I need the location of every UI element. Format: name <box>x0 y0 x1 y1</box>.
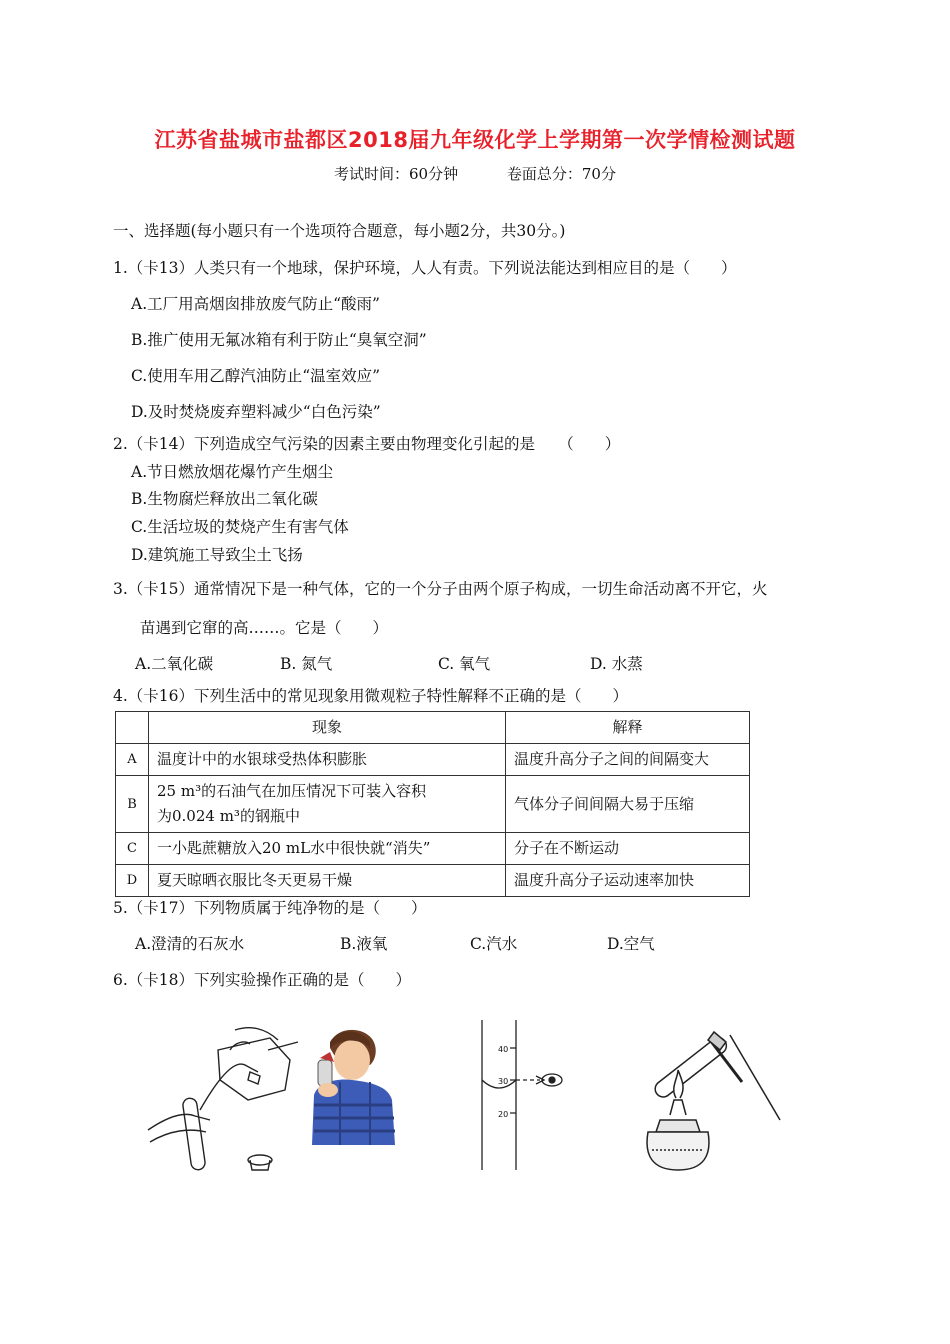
exam-time: 考试时间：60分钟 <box>334 165 459 183</box>
row-explanation: 温度升高分子运动速率加快 <box>506 865 750 897</box>
smelling-gas-figure <box>300 1020 410 1150</box>
q1-option-d: D.及时焚烧废弃塑料减少“白色污染” <box>131 403 381 421</box>
pouring-liquid-figure <box>140 1020 305 1180</box>
table-row <box>116 776 750 833</box>
row-explanation: 温度升高分子之间的间隔变大 <box>506 744 750 776</box>
q4-table <box>115 711 750 897</box>
q2-option-c: C.生活垃圾的焚烧产生有害气体 <box>131 518 349 536</box>
table-row <box>116 833 750 865</box>
exam-score: 卷面总分：70分 <box>506 165 616 183</box>
q2-stem: 2.（卡14）下列造成空气污染的因素主要由物理变化引起的是 （ ） <box>113 435 621 453</box>
row-key: B <box>116 776 149 833</box>
row-key: C <box>116 833 149 865</box>
heating-tube-figure <box>630 1020 790 1180</box>
q3-option-d: D. 水蒸 <box>590 655 643 673</box>
table-header-row <box>116 712 750 744</box>
col-explanation: 解释 <box>506 712 750 744</box>
q1-option-c: C.使用车用乙醇汽油防止“温室效应” <box>131 367 381 385</box>
q5-option-d: D.空气 <box>607 935 655 953</box>
q1-option-a: A.工厂用高烟囱排放废气防止“酸雨” <box>131 295 380 313</box>
row-phenomenon: 一小匙蔗糖放入20 mL水中很快就“消失” <box>149 833 506 865</box>
q2-option-a: A.节日燃放烟花爆竹产生烟尘 <box>131 463 334 481</box>
row-phenomenon-line2: 为0.024 m³的钢瓶中 <box>157 807 300 825</box>
q5-stem: 5.（卡17）下列物质属于纯净物的是（ ） <box>113 899 427 917</box>
q5-option-c: C.汽水 <box>470 935 518 953</box>
q3-stem-line2: 苗遇到它窜的高……。它是（ ） <box>140 619 389 637</box>
exam-meta <box>0 163 950 184</box>
q2-option-d: D.建筑施工导致尘土飞扬 <box>131 546 303 564</box>
q3-option-b: B. 氮气 <box>280 655 333 673</box>
q3-stem-line1: 3.（卡15）通常情况下是一种气体，它的一个分子由两个原子构成，一切生命活动离不开它，火 <box>113 580 768 598</box>
q1-option-b: B.推广使用无氟冰箱有利于防止“臭氧空洞” <box>131 331 427 349</box>
tick-label: 20 <box>498 1110 509 1119</box>
section-heading: 一、选择题(每小题只有一个选项符合题意，每小题2分，共30分。) <box>113 222 566 240</box>
table-row <box>116 744 750 776</box>
col-phenomenon: 现象 <box>149 712 506 744</box>
row-explanation: 气体分子间间隔大易于压缩 <box>506 776 750 833</box>
row-phenomenon: 夏天晾晒衣服比冬天更易干燥 <box>149 865 506 897</box>
q5-option-a: A.澄清的石灰水 <box>135 935 245 953</box>
q1-stem: 1.（卡13）人类只有一个地球，保护环境，人人有责。下列说法能达到相应目的是（ ） <box>113 259 737 277</box>
table-row <box>116 865 750 897</box>
cylinder-reading-figure <box>470 1020 580 1170</box>
row-phenomenon-line1: 25 m³的石油气在加压情况下可装入容积 <box>157 782 427 800</box>
page-title: 江苏省盐城市盐都区2018届九年级化学上学期第一次学情检测试题 <box>154 128 796 152</box>
row-phenomenon: 温度计中的水银球受热体积膨胀 <box>149 744 506 776</box>
q5-option-b: B.液氧 <box>340 935 388 953</box>
tick-label: 40 <box>498 1045 509 1054</box>
row-phenomenon <box>149 776 506 833</box>
q3-option-c: C. 氧气 <box>438 655 491 673</box>
q2-option-b: B.生物腐烂释放出二氧化碳 <box>131 490 318 508</box>
q6-stem: 6.（卡18）下列实验操作正确的是（ ） <box>113 971 412 989</box>
row-key: A <box>116 744 149 776</box>
q4-stem: 4.（卡16）下列生活中的常见现象用微观粒子特性解释不正确的是（ ） <box>113 687 629 705</box>
row-key: D <box>116 865 149 897</box>
row-explanation: 分子在不断运动 <box>506 833 750 865</box>
tick-label: 30 <box>498 1077 509 1086</box>
q3-option-a: A.二氧化碳 <box>135 655 214 673</box>
